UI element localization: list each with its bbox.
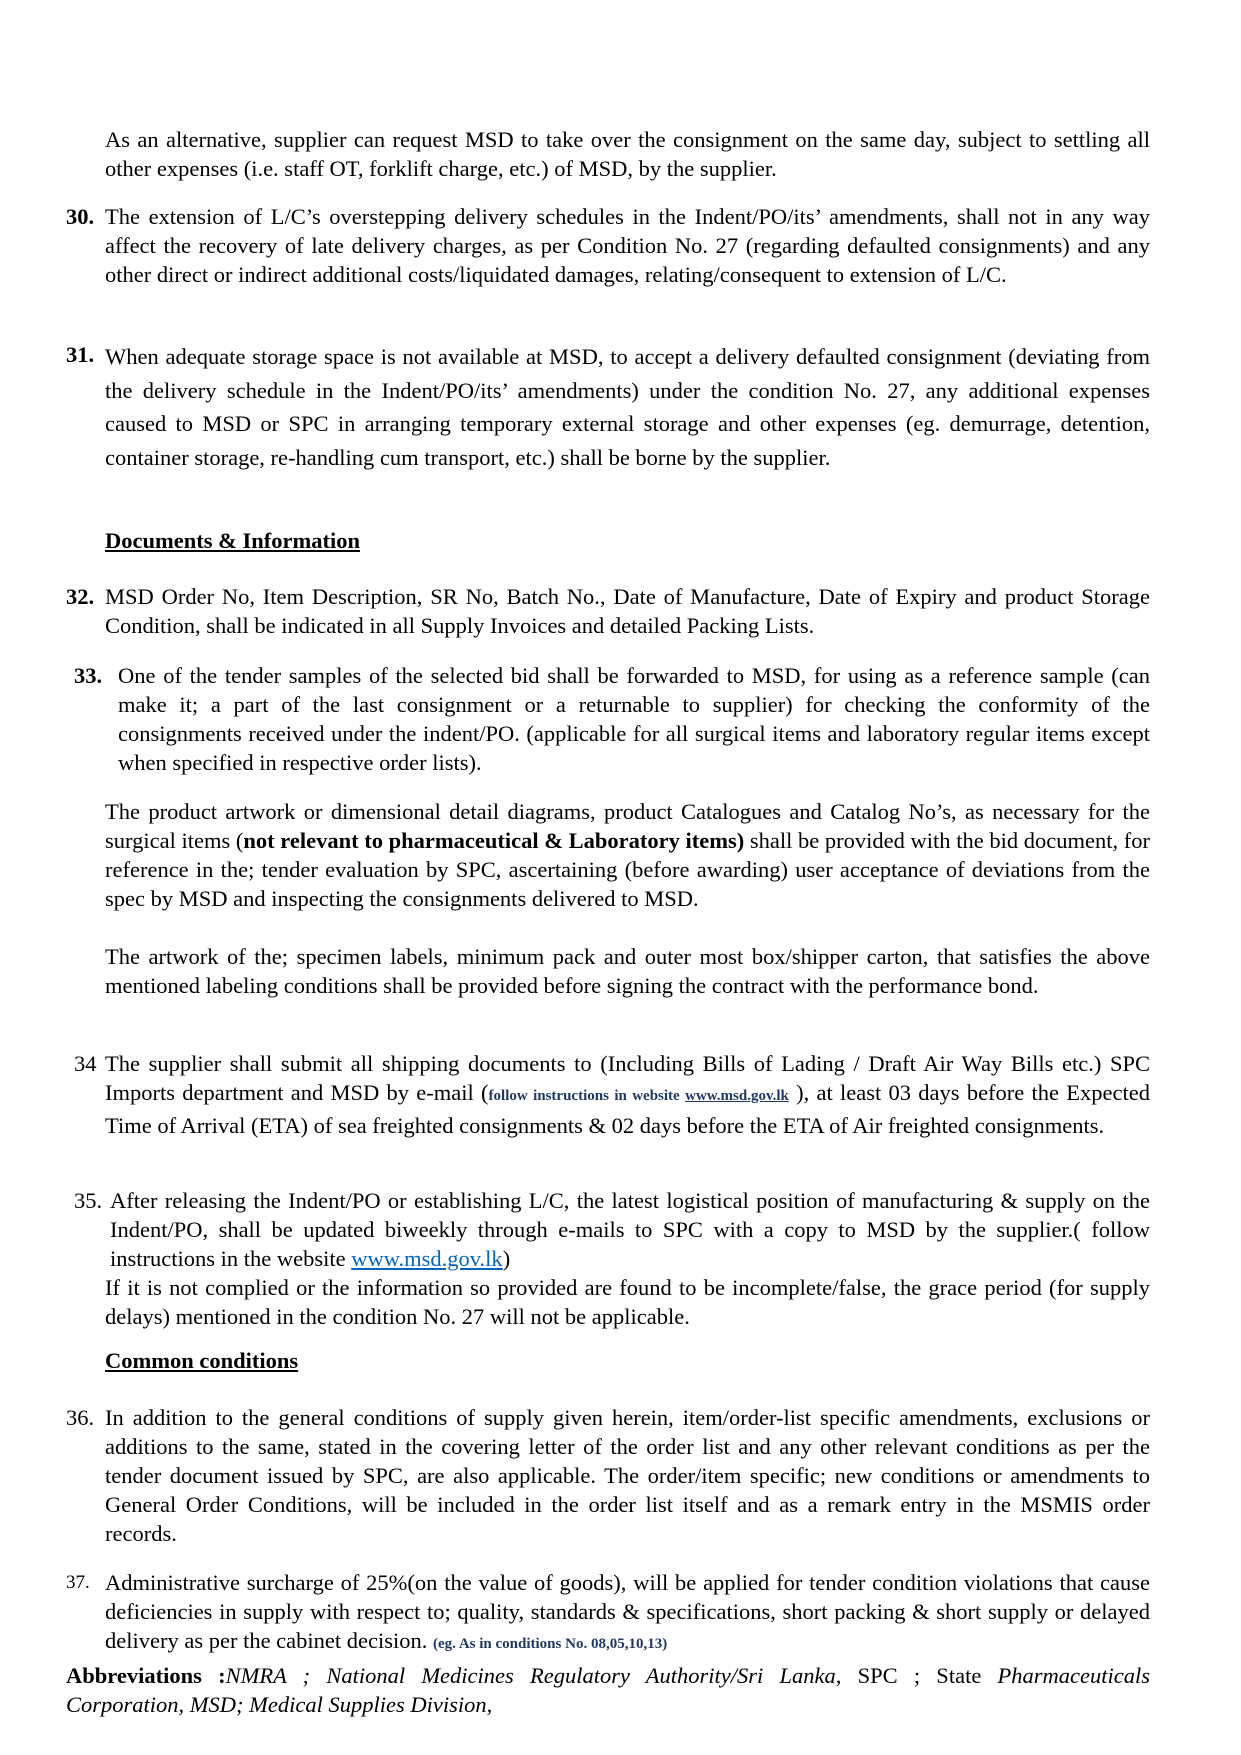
para-33-specimen: The artwork of the; specimen labels, minimum pack and outer most box/shipper carton, that satisfies the above mentioned labeling conditions shall be provided before signing the contract with the performance bond. [105, 944, 1150, 998]
para-37 [105, 1568, 1150, 1659]
para-34-link[interactable]: www.msd.gov.lk [685, 1088, 789, 1104]
para-33-artwork [105, 797, 1150, 913]
abbreviations [66, 1661, 1150, 1719]
para-34-note: follow instructions in website [488, 1088, 686, 1104]
para-33-artwork-b: shall be provided with the bid document, for reference in the; tender evaluation by SPC, ascertaining (before awarding) user acceptance of deviations from the spec by MSD and inspecting the consignments delivered to MSD. [105, 828, 1150, 911]
item-number-36: 36. [66, 1405, 95, 1430]
para-37-a: Administrative surcharge of 25%(on the value of goods), will be applied for tender condition violations that cause deficiencies in supply with respect to; quality, standards & specifications, short packing & short supply or delayed delivery as per the cabinet decision. [105, 1570, 1150, 1653]
item-number-30: 30. [66, 204, 95, 229]
abbr-rest: Pharmaceuticals Corporation, MSD; Medical Supplies Division, [66, 1663, 1150, 1717]
heading-documents-information: Documents & Information [105, 528, 360, 553]
item-number-35: 35. [74, 1188, 103, 1213]
para-35-a: After releasing the Indent/PO or establishing L/C, the latest logistical position of manufacturing & supply on the Indent/PO, shall be updated biweekly through e-mails to SPC with a copy to MSD by the supplier.( follow instructions in the website [110, 1188, 1150, 1271]
abbreviations-label: Abbreviations : [66, 1663, 226, 1688]
para-34 [105, 1049, 1150, 1140]
para-37-note: (eg. As in conditions No. 08,05,10,13) [433, 1636, 668, 1652]
item-number-34: 34 [74, 1051, 97, 1076]
para-36: In addition to the general conditions of supply given herein, item/order-list specific amendments, exclusions or additions to the same, stated in the covering letter of the order list and any other relevant conditions as per the tender document issued by SPC, are also applicable. The order/item specific; new conditions or amendments to General Order Conditions, will be included in the order list itself and as a remark entry in the MSMIS order records. [105, 1405, 1150, 1546]
para-35-b: ) [502, 1246, 511, 1271]
abbr-nmra: NMRA ; National Medicines Regulatory Authority/Sri Lanka, [225, 1663, 842, 1688]
para-30: The extension of L/C’s overstepping delivery schedules in the Indent/PO/its’ amendments, shall not in any way affect the recovery of late delivery charges, as per Condition No. 27 (regarding defaulted consignments) and any other direct or indirect additional costs/liquidated damages, relating/consequent to extension of L/C. [105, 204, 1150, 287]
para-35 [110, 1186, 1150, 1273]
para-35-grace: If it is not complied or the information so provided are found to be incomplete/false, the grace period (for supply delays) mentioned in the condition No. 27 will not be applicable. [105, 1275, 1150, 1329]
para-35-link[interactable]: www.msd.gov.lk [351, 1246, 503, 1271]
para-33-artwork-bold: not relevant to pharmaceutical & Laboratory items) [243, 828, 745, 853]
para-33-artwork-a: The product artwork or dimensional detail diagrams, product Catalogues and Catalog No’s, as necessary for the surgical items ( [105, 799, 1150, 853]
abbr-spc: SPC ; State [841, 1663, 998, 1688]
para-32: MSD Order No, Item Description, SR No, Batch No., Date of Manufacture, Date of Expiry and product Storage Condition, shall be indicated in all Supply Invoices and detailed Packing Lists. [105, 584, 1150, 638]
para-31: When adequate storage space is not available at MSD, to accept a delivery defaulted consignment (deviating from the delivery schedule in the Indent/PO/its’ amendments) under the condition No. 27, any additional expenses caused to MSD or SPC in arranging temporary external storage and other expenses (eg. demurrage, detention, container storage, re-handling cum transport, etc.) shall be borne by the supplier. [105, 344, 1150, 470]
para-29-continuation: As an alternative, supplier can request MSD to take over the consignment on the same day, subject to settling all other expenses (i.e. staff OT, forklift charge, etc.) of MSD, by the supplier. [105, 127, 1150, 181]
item-number-37: 37. [66, 1572, 90, 1593]
para-34-b: ), at least 03 days before the Expected Time of Arrival (ETA) of sea freighted consignments & 02 days before the ETA of Air freighted consignments. [105, 1080, 1151, 1138]
heading-common-conditions: Common conditions [105, 1348, 299, 1373]
item-number-33: 33. [74, 663, 103, 688]
item-number-32: 32. [66, 584, 95, 609]
item-number-31: 31. [66, 342, 95, 367]
para-34-a: The supplier shall submit all shipping documents to (Including Bills of Lading / Draft Air Way Bills etc.) SPC Imports department and MSD by e-mail ( [105, 1051, 1150, 1105]
para-33: One of the tender samples of the selected bid shall be forwarded to MSD, for using as a reference sample (can make it; a part of the last consignment or a returnable to supplier) for checking the conformity of the consignments received under the indent/PO. (applicable for all surgical items and laboratory regular items except when specified in respective order lists). [118, 663, 1150, 775]
